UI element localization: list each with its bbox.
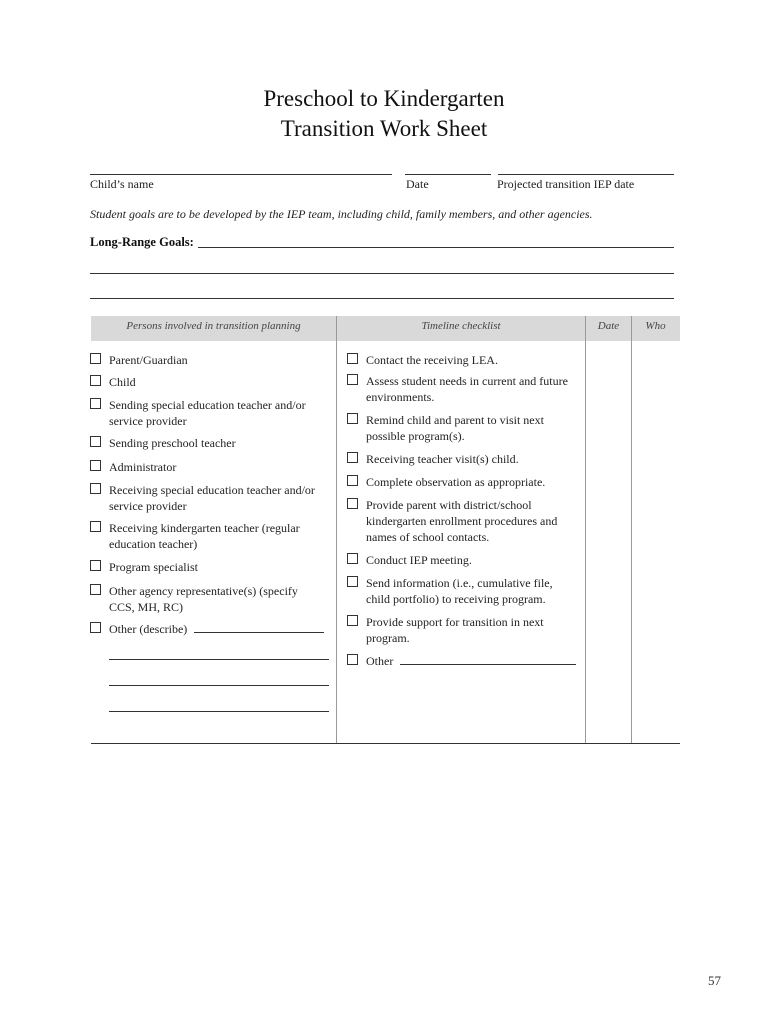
- checkbox[interactable]: [90, 560, 101, 571]
- timeline-item: Complete observation as appropriate.: [366, 475, 546, 489]
- timeline-item: Send information (i.e., cumulative file, child portfolio) to receiving program.: [366, 576, 553, 606]
- child-name-field[interactable]: [90, 174, 392, 175]
- checkbox[interactable]: [347, 553, 358, 564]
- person-item: Receiving special education teacher and/or service provider: [109, 483, 315, 513]
- checkbox[interactable]: [90, 483, 101, 494]
- checkbox[interactable]: [90, 353, 101, 364]
- person-item: Sending preschool teacher: [109, 436, 236, 450]
- timeline-item: Remind child and parent to visit next possible program(s).: [366, 413, 544, 443]
- person-item: Program specialist: [109, 560, 198, 574]
- person-item: Receiving kindergarten teacher (regular education teacher): [109, 521, 300, 551]
- column-divider: [631, 316, 632, 744]
- goals-note: Student goals are to be developed by the IEP team, including child, family members, and other agencies.: [90, 207, 593, 221]
- timeline-item-label: Other: [366, 654, 394, 668]
- persons-column-header: Persons involved in transition planning: [126, 320, 301, 332]
- table-bottom-rule: [91, 743, 680, 744]
- date-column-header: Date: [597, 320, 620, 332]
- timeline-item: Provide parent with district/school kindergarten enrollment procedures and names of school contacts.: [366, 498, 558, 544]
- checkbox[interactable]: [90, 521, 101, 532]
- timeline-other-line[interactable]: [400, 654, 576, 665]
- checkbox[interactable]: [90, 584, 101, 595]
- long-range-goals-line-3[interactable]: [90, 298, 674, 299]
- checkbox[interactable]: [90, 375, 101, 386]
- checkbox[interactable]: [90, 398, 101, 409]
- person-item-label: Other (describe): [109, 622, 188, 636]
- person-item: Child: [109, 375, 136, 389]
- person-item: Administrator: [109, 460, 177, 474]
- projected-iep-date-field[interactable]: [498, 174, 674, 175]
- page-title-line-1: Preschool to Kindergarten: [263, 86, 505, 111]
- timeline-item: [366, 653, 576, 669]
- timeline-item: Receiving teacher visit(s) child.: [366, 452, 519, 466]
- person-item: [109, 621, 324, 637]
- checkbox[interactable]: [347, 498, 358, 509]
- checkbox[interactable]: [90, 436, 101, 447]
- checkbox[interactable]: [90, 460, 101, 471]
- long-range-goals-line-2[interactable]: [90, 273, 674, 274]
- timeline-item: Conduct IEP meeting.: [366, 553, 472, 567]
- checkbox[interactable]: [347, 475, 358, 486]
- person-item: Parent/Guardian: [109, 353, 188, 367]
- other-describe-line[interactable]: [109, 685, 329, 686]
- other-describe-line[interactable]: [109, 659, 329, 660]
- date-field[interactable]: [405, 174, 491, 175]
- checkbox[interactable]: [90, 622, 101, 633]
- timeline-column-header: Timeline checklist: [421, 320, 501, 332]
- other-describe-line[interactable]: [194, 622, 324, 633]
- checkbox[interactable]: [347, 654, 358, 665]
- column-divider: [336, 316, 337, 744]
- checkbox[interactable]: [347, 413, 358, 424]
- checkbox[interactable]: [347, 615, 358, 626]
- checkbox[interactable]: [347, 576, 358, 587]
- timeline-item: Assess student needs in current and future environments.: [366, 374, 568, 404]
- checkbox[interactable]: [347, 353, 358, 364]
- projected-iep-date-label: Projected transition IEP date: [497, 177, 635, 191]
- checkbox[interactable]: [347, 452, 358, 463]
- checkbox[interactable]: [347, 374, 358, 385]
- date-label: Date: [406, 177, 429, 191]
- person-item: Sending special education teacher and/or service provider: [109, 398, 306, 428]
- long-range-goals-line-1[interactable]: [198, 247, 674, 248]
- person-item: Other agency representative(s) (specify CCS, MH, RC): [109, 584, 298, 614]
- column-divider: [585, 316, 586, 744]
- timeline-item: Contact the receiving LEA.: [366, 353, 498, 367]
- timeline-item: Provide support for transition in next program.: [366, 615, 544, 645]
- page-number: 57: [708, 973, 721, 988]
- long-range-goals-label: Long-Range Goals:: [90, 235, 194, 249]
- child-name-label: Child’s name: [90, 177, 154, 191]
- other-describe-line[interactable]: [109, 711, 329, 712]
- who-column-header: Who: [645, 320, 666, 332]
- page-title-line-2: Transition Work Sheet: [280, 116, 488, 141]
